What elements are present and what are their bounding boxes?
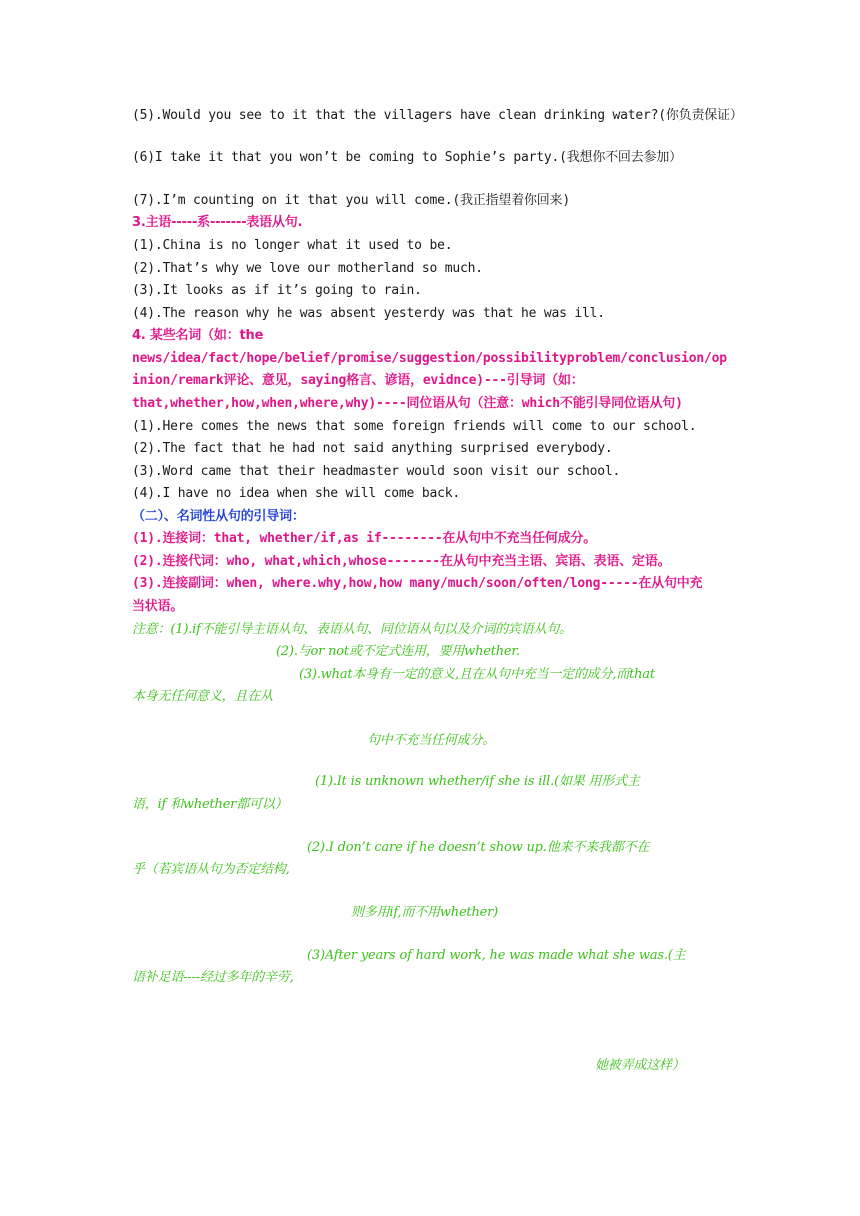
section-4-heading-line-4: that,whether,how,when,where,why)----同位语从句（注意：which不能引导同位语从句) [132,396,683,411]
section-3-heading: 3.主语-----系-------表语从句. [132,215,303,230]
note-1: 注意：(1).if不能引导主语从句、表语从句、同位语从句以及介词的宾语从句。 [132,622,572,637]
list-item: (4).I have no idea when she will come back. [132,486,460,501]
note-3-line-2: 本身无任何意义，且在从 [132,689,273,704]
rule-2: (2).连接代词：who, what,which,whose-------在从句中充当主语、宾语、表语、定语。 [132,554,671,569]
list-item: (3).Word came that their headmaster would soon visit our school. [132,464,621,479]
part-2-heading: （二）、名词性从句的引导词： [132,509,305,524]
example-3-line-1: (3)After years of hard work, he was made what she was.(主 [307,948,686,963]
list-item: (3).It looks as if it’s going to rain. [132,283,422,298]
example-sentence-6: (6)I take it that you won’t be coming to Sophie’s party.(我想你不回去参加） [132,150,682,165]
list-item: (4).The reason why he was absent yesterdy was that he was ill. [132,306,605,321]
note-3-line-3: 句中不充当任何成分。 [367,733,496,748]
list-item: (1).China is no longer what it used to be. [132,238,453,253]
example-2-line-2: 乎（若宾语从句为否定结构, [132,862,290,877]
example-2-line-1: (2).I don’t care if he doesn’t show up.他来不来我都不在 [307,840,650,855]
section-4-heading-line-2: news/idea/fact/hope/belief/promise/suggestion/possibilityproblem/conclusion/op [132,351,727,366]
list-item: (1).Here comes the news that some foreign friends will come to our school. [132,419,697,434]
example-3-line-2: 语补足语----经过多年的辛劳, [132,970,294,985]
example-1-line-2: 语，if 和whether都可以） [132,797,288,812]
note-2: (2).与or not或不定式连用，要用whether. [276,644,520,659]
example-1-line-1: (1).It is unknown whether/if she is ill.(如果 用形式主 [315,774,640,789]
example-sentence-5: (5).Would you see to it that the villagers have clean drinking water?(你负责保证） [132,108,743,123]
example-3-line-3: 她被弄成这样） [595,1058,685,1073]
rule-3-line-2: 当状语。 [132,599,184,614]
section-4-heading-line-1: 4. 某些名词（如：the [132,328,264,343]
rule-3-line-1: (3).连接副词：when, where.why,how,how many/much/soon/often/long-----在从句中充 [132,576,703,591]
note-3-line-1: (3).what本身有一定的意义,且在从句中充当一定的成分,而that [299,667,655,682]
section-4-heading-line-3: inion/remark评论、意见，saying格言、谚语，evidnce)---引导词（如： [132,373,584,388]
rule-1: (1).连接词：that, whether/if,as if--------在从句中不充当任何成分。 [132,531,597,546]
list-item: (2).That’s why we love our motherland so much. [132,261,483,276]
example-sentence-7: (7).I’m counting on it that you will come.(我正指望着你回来) [132,193,570,208]
example-2-line-3: 则多用if,而不用whether) [351,905,499,920]
list-item: (2).The fact that he had not said anything surprised everybody. [132,441,613,456]
